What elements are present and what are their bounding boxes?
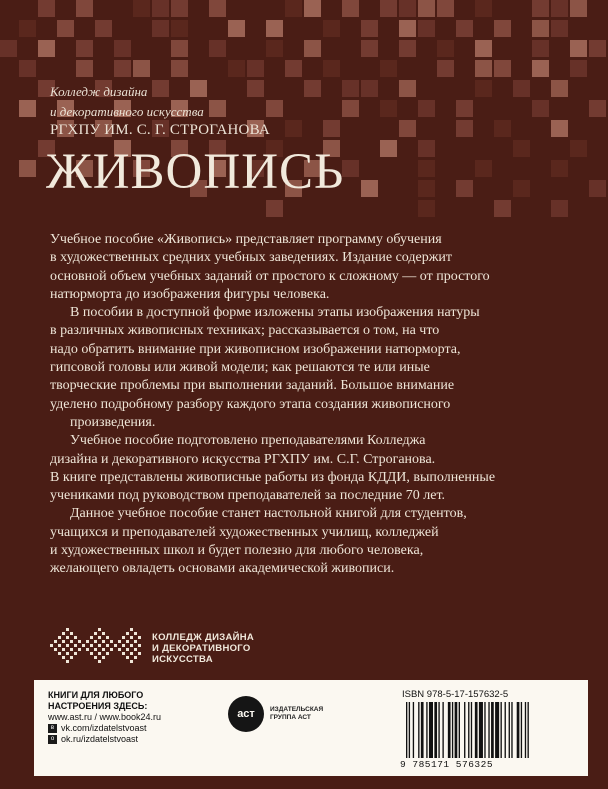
paragraph-1: Учебное пособие «Живопись» представляет программу обучения в художественных средних учебных заведениях. Издание содержит основной объем учебных заданий от простого к сложному — от простого натюрморта до изображения фигуры человека. xyxy=(50,232,490,302)
ornament-pixel xyxy=(98,652,101,655)
barcode-bar xyxy=(471,702,472,758)
grid-square xyxy=(551,80,568,97)
grid-square xyxy=(171,0,188,17)
grid-square xyxy=(76,40,93,57)
publisher-name: ИЗДАТЕЛЬСКАЯ ГРУППА АСТ xyxy=(270,706,324,721)
grid-square xyxy=(513,140,530,157)
barcode-bar xyxy=(421,702,424,758)
grid-square xyxy=(418,100,435,117)
grid-square xyxy=(551,160,568,177)
grid-square xyxy=(380,140,397,157)
grid-square xyxy=(133,60,150,77)
vk-link[interactable]: в vk.com/izdatelstvoast xyxy=(48,723,161,734)
barcode-bar xyxy=(495,702,499,758)
ornament-pixel xyxy=(86,640,89,643)
grid-square xyxy=(209,0,226,17)
grid-square xyxy=(513,80,530,97)
paragraph-4: Данное учебное пособие станет настольной книгой для студентов, учащихся и преподавателей художественных училищ, колледжей и художественных школ и будет полезно для любого человека, желающего овладеть основами академической живописи. xyxy=(50,506,467,577)
ornament-pixel xyxy=(134,648,137,651)
grid-square xyxy=(570,60,587,77)
grid-square xyxy=(266,40,283,57)
vk-icon: в xyxy=(48,724,57,733)
grid-square xyxy=(456,180,473,197)
grid-square xyxy=(475,0,492,17)
grid-square xyxy=(532,0,549,17)
grid-square xyxy=(551,200,568,217)
ornament-pixel xyxy=(102,648,105,651)
ornament-pixel xyxy=(106,644,109,647)
ornament-pixel xyxy=(126,640,129,643)
grid-square xyxy=(76,60,93,77)
ornament-pixel xyxy=(138,652,141,655)
grid-square xyxy=(437,40,454,57)
grid-square xyxy=(304,40,321,57)
grid-square xyxy=(570,40,587,57)
barcode-bar xyxy=(501,702,502,758)
grid-square xyxy=(532,40,549,57)
grid-square xyxy=(304,80,321,97)
ornament-pixel xyxy=(94,640,97,643)
grid-square xyxy=(171,60,188,77)
barcode-bar xyxy=(442,702,443,758)
ornament-pixel xyxy=(102,640,105,643)
grid-square xyxy=(209,100,226,117)
grid-square xyxy=(266,200,283,217)
barcode-bar xyxy=(426,702,427,758)
grid-square xyxy=(57,20,74,37)
barcode-bar xyxy=(521,702,522,758)
grid-square xyxy=(285,120,302,137)
grid-square xyxy=(456,120,473,137)
ornament-pixel xyxy=(58,644,61,647)
grid-square xyxy=(551,20,568,37)
ornament-pixel xyxy=(62,648,65,651)
barcode-bar xyxy=(491,702,494,758)
ornament-pixel xyxy=(66,636,69,639)
grid-square xyxy=(152,0,169,17)
ornament-pixel xyxy=(74,636,77,639)
barcode-bar xyxy=(509,702,510,758)
barcode-bar xyxy=(413,702,414,758)
grid-square xyxy=(475,80,492,97)
grid-square xyxy=(418,20,435,37)
ornament-pixel xyxy=(70,656,73,659)
grid-square xyxy=(532,20,549,37)
ornament-pixel xyxy=(62,632,65,635)
ornament-pixel xyxy=(102,632,105,635)
grid-square xyxy=(418,180,435,197)
paragraph-3: Учебное пособие подготовлено преподавателями Колледжа дизайна и декоративного искусства РГХПУ им. С.Г. Строганова. В книге представлены живописные работы из фонда КДДИ, выполненные учениками под руководством преподавателей за последние 70 лет. xyxy=(50,433,496,504)
college-ornament-logo-icon xyxy=(50,628,142,664)
ornament-pixel xyxy=(66,652,69,655)
grid-square xyxy=(247,60,264,77)
ornament-pixel xyxy=(110,640,113,643)
ornament-pixel xyxy=(130,628,133,631)
grid-square xyxy=(19,160,36,177)
ornament-pixel xyxy=(90,636,93,639)
ornament-pixel xyxy=(62,640,65,643)
ornament-pixel xyxy=(126,656,129,659)
ornament-pixel xyxy=(94,648,97,651)
grid-square xyxy=(513,180,530,197)
grid-square xyxy=(114,60,131,77)
ornament-pixel xyxy=(134,656,137,659)
grid-square xyxy=(361,180,378,197)
paragraph-2: В пособии в доступной форме изложены этапы изображения натуры в различных живописных техниках; рассказывается о том, на что надо обратить внимание при живописном изображении натюрморта, гипсовой головы или живой модели; как решаются те или иные творческие проблемы при выполнении заданий. Большое внимание уделено подробному разбору каждого этапа создания живописного произведения. xyxy=(50,305,480,430)
grid-square xyxy=(589,40,606,57)
ornament-pixel xyxy=(66,644,69,647)
ornament-pixel xyxy=(50,644,53,647)
grid-square xyxy=(342,100,359,117)
grid-square xyxy=(494,60,511,77)
grid-square xyxy=(323,120,340,137)
grid-square xyxy=(247,80,264,97)
grid-square xyxy=(0,40,17,57)
grid-square xyxy=(551,120,568,137)
grid-square xyxy=(399,20,416,37)
ornament-pixel xyxy=(90,644,93,647)
ornament-pixel xyxy=(70,632,73,635)
ornament-pixel xyxy=(138,636,141,639)
grid-square xyxy=(19,60,36,77)
isbn: ISBN 978-5-17-157632-5 xyxy=(402,689,509,700)
grid-square xyxy=(418,200,435,217)
ornament-pixel xyxy=(118,648,121,651)
grid-square xyxy=(589,100,606,117)
ornament-pixel xyxy=(74,644,77,647)
barcode-bar xyxy=(452,702,453,758)
grid-square xyxy=(228,20,245,37)
grid-square xyxy=(361,40,378,57)
grid-square xyxy=(361,20,378,37)
grid-square xyxy=(418,0,435,17)
grid-square xyxy=(285,0,302,17)
grid-square xyxy=(19,100,36,117)
grid-square xyxy=(323,20,340,37)
barcode-bar xyxy=(434,702,437,758)
grid-square xyxy=(209,40,226,57)
ornament-pixel xyxy=(58,636,61,639)
grid-square xyxy=(152,20,169,37)
barcode-bar xyxy=(429,702,433,758)
grid-square xyxy=(475,60,492,77)
grid-square xyxy=(475,160,492,177)
grid-square xyxy=(380,60,397,77)
ornament-pixel xyxy=(106,636,109,639)
ornament-pixel xyxy=(130,660,133,663)
barcode-bar xyxy=(517,702,520,758)
ornament-pixel xyxy=(98,660,101,663)
barcode-bar xyxy=(525,702,526,758)
grid-square xyxy=(342,0,359,17)
barcode-bar xyxy=(438,702,439,758)
grid-square xyxy=(456,100,473,117)
ornament-pixel xyxy=(126,632,129,635)
ornament-pixel xyxy=(54,640,57,643)
barcode-bar xyxy=(484,702,485,758)
ornament-pixel xyxy=(58,652,61,655)
ornament-pixel xyxy=(122,652,125,655)
barcode-bar xyxy=(418,702,419,758)
grid-square xyxy=(494,200,511,217)
grid-square xyxy=(38,0,55,17)
grid-square xyxy=(304,0,321,17)
grid-square xyxy=(95,20,112,37)
grid-square xyxy=(285,60,302,77)
ornament-pixel xyxy=(98,636,101,639)
grid-square xyxy=(38,40,55,57)
grid-square xyxy=(323,60,340,77)
ornament-pixel xyxy=(94,656,97,659)
college-logo-text: КОЛЛЕДЖ ДИЗАЙНА И ДЕКОРАТИВНОГО ИСКУССТВА xyxy=(152,632,255,665)
ornament-pixel xyxy=(74,652,77,655)
website-link[interactable]: www.ast.ru / www.book24.ru xyxy=(48,712,162,722)
ornament-pixel xyxy=(126,648,129,651)
grid-square xyxy=(418,160,435,177)
grid-square xyxy=(494,120,511,137)
ornament-pixel xyxy=(130,652,133,655)
grid-square xyxy=(399,80,416,97)
ornament-pixel xyxy=(138,644,141,647)
university-name: РГХПУ ИМ. С. Г. СТРОГАНОВА xyxy=(50,122,270,138)
barcode-bar xyxy=(511,702,512,758)
grid-square xyxy=(266,20,283,37)
grid-square xyxy=(266,100,283,117)
grid-square xyxy=(114,40,131,57)
grid-square xyxy=(532,60,549,77)
grid-square xyxy=(437,60,454,77)
grid-square xyxy=(171,40,188,57)
barcode-bar xyxy=(528,702,529,758)
ornament-pixel xyxy=(106,652,109,655)
barcode-bar xyxy=(409,702,410,758)
ast-logo-icon: аст xyxy=(228,696,264,732)
barcode xyxy=(402,702,574,758)
ornament-pixel xyxy=(110,648,113,651)
grid-square xyxy=(570,140,587,157)
ornament-pixel xyxy=(122,636,125,639)
barcode-bar xyxy=(488,702,489,758)
ornament-pixel xyxy=(66,660,69,663)
barcode-number: 9 785171 576325 xyxy=(400,759,494,770)
grid-square xyxy=(399,40,416,57)
grid-square xyxy=(589,180,606,197)
ornament-pixel xyxy=(122,644,125,647)
grid-square xyxy=(380,0,397,17)
ornament-pixel xyxy=(54,648,57,651)
grid-square xyxy=(456,20,473,37)
grid-square xyxy=(361,80,378,97)
book-title: ЖИВОПИСЬ xyxy=(46,144,345,200)
grid-square xyxy=(532,100,549,117)
barcode-bar xyxy=(448,702,451,758)
grid-square xyxy=(418,140,435,157)
grid-square xyxy=(228,60,245,77)
ornament-pixel xyxy=(70,648,73,651)
ornament-pixel xyxy=(90,652,93,655)
grid-square xyxy=(133,0,150,17)
ornament-pixel xyxy=(94,632,97,635)
ornament-pixel xyxy=(130,644,133,647)
publisher-panel xyxy=(34,680,588,776)
ornament-pixel xyxy=(102,656,105,659)
ornament-pixel xyxy=(118,640,121,643)
barcode-bar xyxy=(406,702,407,758)
ok-link[interactable]: о ok.ru/izdatelstvoast xyxy=(48,734,161,745)
grid-square xyxy=(171,20,188,37)
promo-block: КНИГИ ДЛЯ ЛЮБОГО НАСТРОЕНИЯ ЗДЕСЬ: www.ast.ru / www.book24.ru в vk.com/izdatelstvoast о ok.ru/izdatelstvoast xyxy=(48,690,162,744)
ornament-pixel xyxy=(130,636,133,639)
ornament-pixel xyxy=(98,644,101,647)
grid-square xyxy=(494,20,511,37)
ornament-pixel xyxy=(134,640,137,643)
barcode-bar xyxy=(455,702,458,758)
ornament-pixel xyxy=(98,628,101,631)
grid-square xyxy=(342,80,359,97)
ornament-pixel xyxy=(70,640,73,643)
grid-square xyxy=(399,120,416,137)
ok-icon: о xyxy=(48,735,57,744)
grid-square xyxy=(475,40,492,57)
barcode-bar xyxy=(464,702,465,758)
grid-square xyxy=(342,160,359,177)
barcode-bar xyxy=(459,702,460,758)
annotation-text xyxy=(50,231,570,579)
barcode-bar xyxy=(468,702,469,758)
ornament-pixel xyxy=(62,656,65,659)
grid-square xyxy=(437,0,454,17)
ornament-pixel xyxy=(78,648,81,651)
ornament-pixel xyxy=(78,640,81,643)
barcode-bar xyxy=(505,702,506,758)
grid-square xyxy=(551,0,568,17)
grid-square xyxy=(19,20,36,37)
grid-square xyxy=(380,100,397,117)
ornament-pixel xyxy=(134,632,137,635)
barcode-bar xyxy=(475,702,478,758)
ornament-pixel xyxy=(86,648,89,651)
grid-square xyxy=(399,0,416,17)
college-name: Колледж дизайна и декоративного искусства xyxy=(50,84,204,119)
grid-square xyxy=(76,0,93,17)
ornament-pixel xyxy=(82,644,85,647)
ornament-pixel xyxy=(114,644,117,647)
grid-square xyxy=(570,0,587,17)
barcode-bar xyxy=(479,702,483,758)
ornament-pixel xyxy=(66,628,69,631)
